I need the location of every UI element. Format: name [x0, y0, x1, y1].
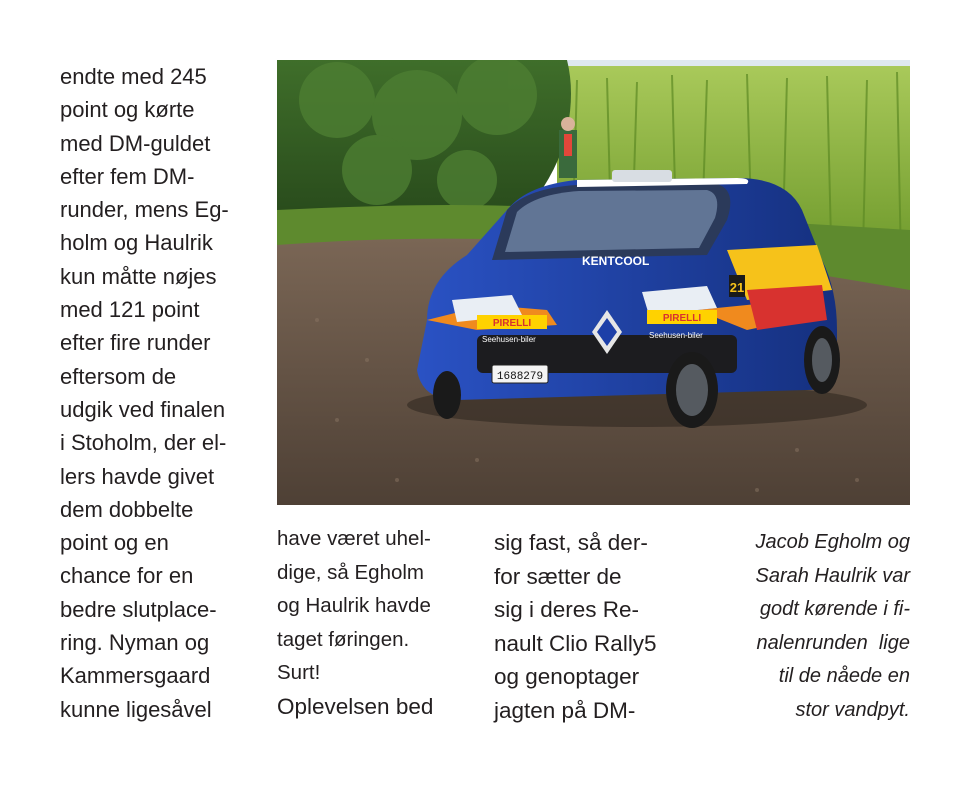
caption-line: nalenrunden lige: [756, 631, 910, 654]
text-line: point og en: [60, 530, 169, 556]
text-column-middle-1: [277, 522, 477, 724]
text-line: sig fast, så der-: [494, 530, 648, 555]
text-line: endte med 245: [60, 64, 207, 89]
text-line: ring. Nyman og: [60, 630, 210, 656]
text-line: point og kørte: [60, 97, 195, 123]
text-line: og genoptager: [494, 664, 640, 690]
text-line: og Haulrik havde: [277, 594, 431, 618]
text-line: jagten på DM-: [494, 697, 636, 723]
text-line: lers havde givet: [60, 463, 215, 489]
dealer-right: Seehusen-biler: [649, 331, 703, 340]
marshal-head: [561, 117, 575, 131]
text-column-middle-2: [494, 526, 704, 728]
text-line: udgik ved finalen: [60, 396, 226, 422]
text-line: Kammersgaard: [60, 663, 211, 689]
text-line: eftersom de: [60, 363, 177, 389]
caption-line: godt kørende i fi-: [759, 598, 910, 621]
text-line: kunne ligesåvel: [60, 696, 212, 722]
caption-line: Jacob Egholm og: [755, 531, 910, 553]
text-column-left: [60, 60, 260, 726]
text-line: runder, mens Eg-: [60, 197, 229, 223]
text-line: dige, så Egholm: [277, 560, 425, 584]
text-line: efter fem DM-: [60, 163, 195, 189]
text-line: chance for en: [60, 563, 194, 589]
text-line: have været uhel-: [277, 527, 431, 550]
text-line: holm og Haulrik: [60, 230, 213, 256]
text-line: efter fire runder: [60, 330, 211, 356]
text-line: Surt!: [277, 661, 321, 685]
text-line: med DM-guldet: [60, 130, 211, 156]
rally-car-photo: [277, 60, 910, 505]
text-line: dem dobbelte: [60, 496, 194, 522]
text-line: kun måtte nøjes: [60, 263, 217, 289]
text-line: taget føringen.: [277, 627, 410, 651]
sponsor-left: PIRELLI: [492, 318, 532, 329]
text-line: nault Clio Rally5: [494, 630, 657, 656]
text-line: for sætter de: [494, 563, 622, 589]
sponsor-right: PIRELLI: [662, 313, 702, 324]
windscreen-banner: KENTCOOL: [582, 254, 650, 268]
plate-text: 1688279: [496, 371, 544, 383]
photo-caption: [700, 526, 910, 728]
text-line: sig i deres Re-: [494, 597, 640, 623]
text-line: med 121 point: [60, 297, 200, 323]
caption-line: Sarah Haulrik var: [755, 564, 910, 587]
section-lead-in: Oplevelsen bed: [277, 693, 434, 719]
caption-line: stor vandpyt.: [795, 698, 910, 721]
dealer-left: Seehusen-biler: [482, 335, 536, 344]
text-line: i Stoholm, der el-: [60, 430, 227, 456]
caption-line: til de nåede en: [778, 665, 910, 688]
text-line: bedre slutplace-: [60, 596, 217, 622]
door-number: 21: [729, 280, 745, 295]
left-wheel: [433, 371, 461, 419]
